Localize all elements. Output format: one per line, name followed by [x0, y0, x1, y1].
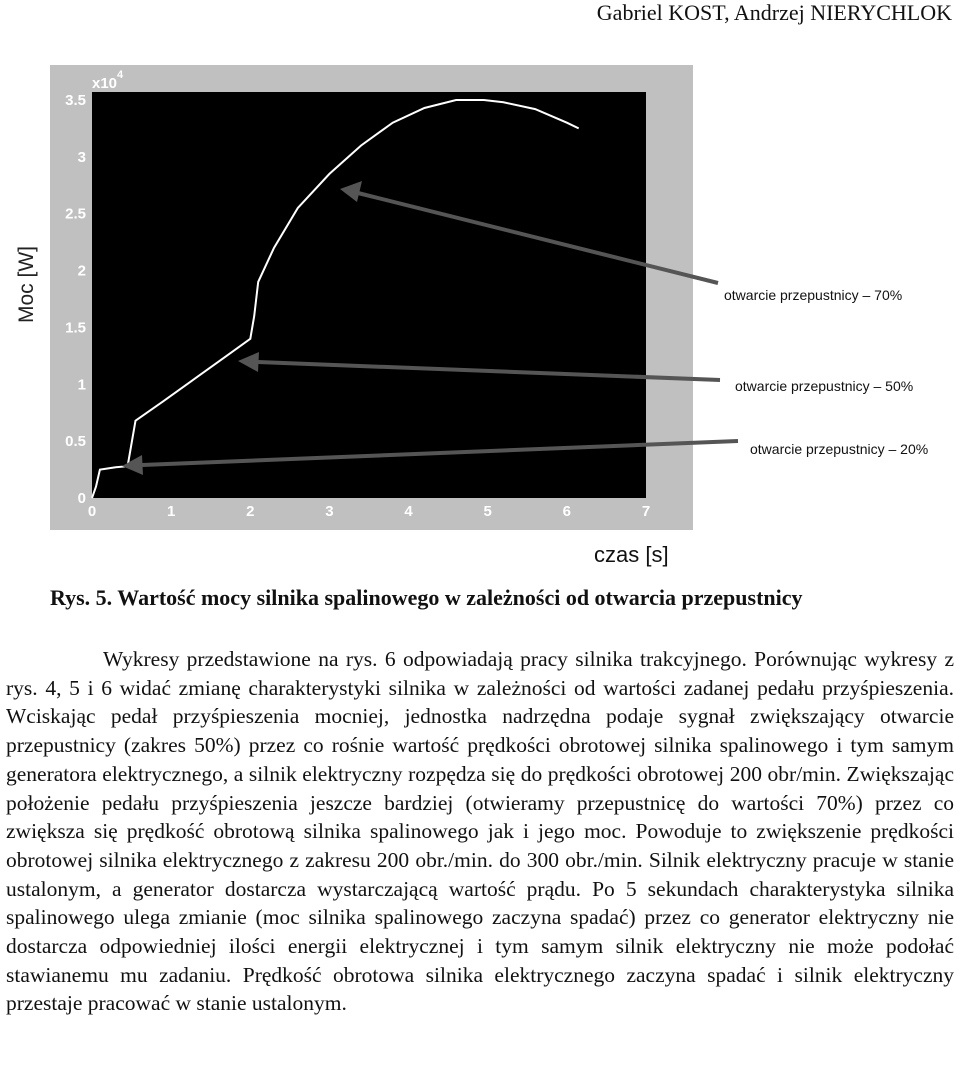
y-tick-label: 1.5 [65, 319, 86, 337]
y-tick-label: 0 [77, 490, 86, 507]
x-tick-label: 1 [166, 503, 176, 520]
arrowhead-70 [340, 181, 362, 202]
arrow-50 [258, 362, 720, 380]
y-tick-label: 2.5 [65, 205, 86, 223]
annotation-70: otwarcie przepustnicy – 70% [724, 287, 903, 303]
x-tick-label: 3 [325, 503, 334, 520]
y-tick-label: 1 [77, 376, 86, 394]
annotation-20: otwarcie przepustnicy – 20% [750, 441, 929, 457]
annotation-50: otwarcie przepustnicy – 50% [735, 378, 914, 394]
y-tick-label: 0.5 [65, 433, 86, 451]
arrow-70 [358, 193, 718, 283]
y-axis-label [10, 215, 40, 335]
body-paragraph: Wykresy przedstawione na rys. 6 odpowiadają pracy silnika trakcyjnego. Porównując wykresy z rys. 4, 5 i 6 widać zmianę charakterystyki silnika w zależności od wartości zadanej pedału przyśpieszenia. Wciskając pedał przyśpieszenia mocniej, jednostka nadrzędna podaje sygnał zwiększający otwarcie przepustnicy (zakres 50%) przez co rośnie wartość prędkości obrotowej silnika spalinowego i tym samym generatora elektrycznego, a silnik elektryczny rozpędza się do prędkości obrotowej 200 obr/min. Zwiększając położenie pedału przyśpieszenia jeszcze bardziej (otwieramy przepustnicę do wartości 70%) przez co zwiększa się prędkość obrotową silnika spalinowego jak i jego moc. Powoduje to zwiększenie prędkości obrotowej silnika elektrycznego z zakresu 200 obr./min. do 300 obr./min. Silnik elektryczny pracuje w stanie ustalonym, a generator dostarcza wystarczającą wartość prądu. Po 5 sekundach charakterystyka silnika spalinowego ulega zmianie (moc silnika spalinowego zaczyna spadać) przez co generator elektryczny nie dostarcza odpowiedniej ilości energii elektrycznej i tym samym silnik elektryczny nie może podołać stawianemu mu zadaniu. Prędkość obrotowa silnika elektrycznego zaczyna spadać i silnik elektryczny przestaje pracować w stanie ustalonym. [6, 647, 954, 1016]
x-tick-labels [88, 503, 650, 520]
body-text [6, 645, 954, 1018]
arrow-20 [142, 441, 738, 465]
page-header-authors: Gabriel KOST, Andrzej NIERYCHLOK [596, 0, 952, 25]
x-axis-label: czas [s] [594, 542, 669, 567]
y-tick-label: 3.5 [65, 92, 86, 109]
x-tick-label: 6 [562, 503, 572, 520]
y-tick-label: 3 [77, 148, 86, 166]
annotation-arrows [122, 181, 738, 475]
arrowhead-50 [238, 352, 259, 372]
y-exponent-label: x10 [92, 75, 118, 92]
figure-caption: Rys. 5. Wartość mocy silnika spalinowego w zależności od otwarcia przepustnicy [50, 585, 803, 610]
x-tick-label: 0 [87, 503, 97, 520]
y-axis-label-text: Moc [W] [15, 246, 38, 323]
x-tick-label: 4 [404, 503, 413, 520]
y-tick-label: 2 [77, 262, 86, 280]
x-tick-label: 2 [246, 503, 255, 520]
y-exponent-power: 4 [117, 69, 124, 81]
arrowhead-20 [122, 455, 143, 475]
series-line [92, 100, 579, 498]
x-tick-label: 7 [641, 503, 651, 520]
x-tick-label: 5 [483, 503, 492, 520]
y-tick-labels [65, 92, 86, 507]
